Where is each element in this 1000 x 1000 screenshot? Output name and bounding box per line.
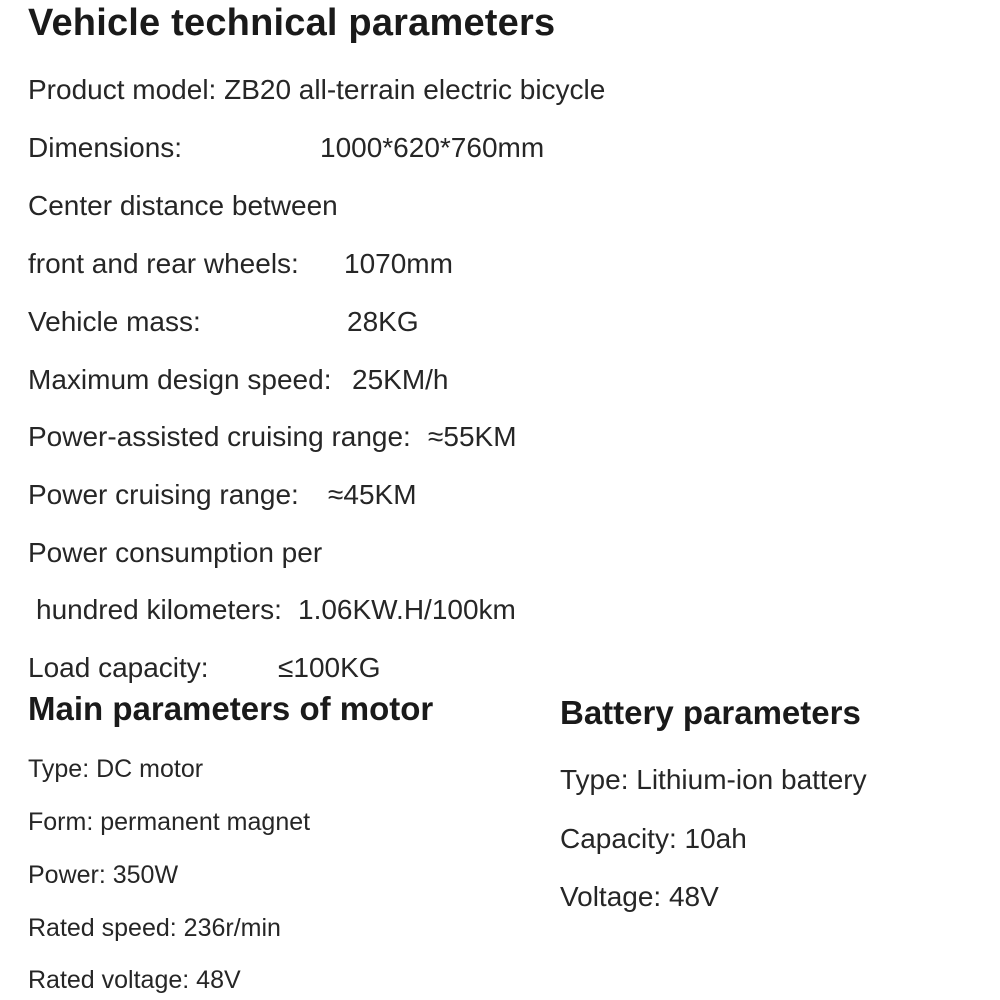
motor-type-row: Type: DC motor [28,755,204,783]
assisted-range-label: Power-assisted cruising range: [28,421,411,452]
max-speed-label: Maximum design speed: [28,364,332,395]
consumption-value: 1.06KW.H/100km [298,594,516,625]
consumption-label-line2: hundred kilometers: [36,594,282,625]
vehicle-mass-value: 28KG [347,306,419,337]
motor-form-row: Form: permanent magnet [28,808,311,836]
center-distance-label-line2: front and rear wheels: [28,248,299,279]
center-distance-label-line1: Center distance between [28,190,338,221]
product-model-row: Product model: ZB20 all-terrain electric bicycle [28,74,606,105]
motor-rated-speed-row: Rated speed: 236r/min [28,914,281,942]
battery-section-title: Battery parameters [560,694,861,731]
assisted-range-value: ≈55KM [428,421,517,452]
motor-power-row: Power: 350W [28,861,179,889]
power-range-value: ≈45KM [328,479,417,510]
vehicle-mass-label: Vehicle mass: [28,306,201,337]
motor-section-title: Main parameters of motor [28,690,434,727]
load-capacity-label: Load capacity: [28,652,209,683]
load-capacity-value: ≤100KG [278,652,381,683]
dimensions-value: 1000*620*760mm [320,132,545,163]
battery-voltage-row: Voltage: 48V [560,881,719,912]
consumption-label-line1: Power consumption per [28,537,323,568]
vehicle-section-title: Vehicle technical parameters [28,2,556,44]
battery-capacity-row: Capacity: 10ah [560,823,747,854]
max-speed-value: 25KM/h [352,364,449,395]
power-range-label: Power cruising range: [28,479,299,510]
dimensions-label: Dimensions: [28,132,183,163]
center-distance-value: 1070mm [344,248,453,279]
battery-type-row: Type: Lithium-ion battery [560,764,867,795]
motor-rated-voltage-row: Rated voltage: 48V [28,966,241,994]
